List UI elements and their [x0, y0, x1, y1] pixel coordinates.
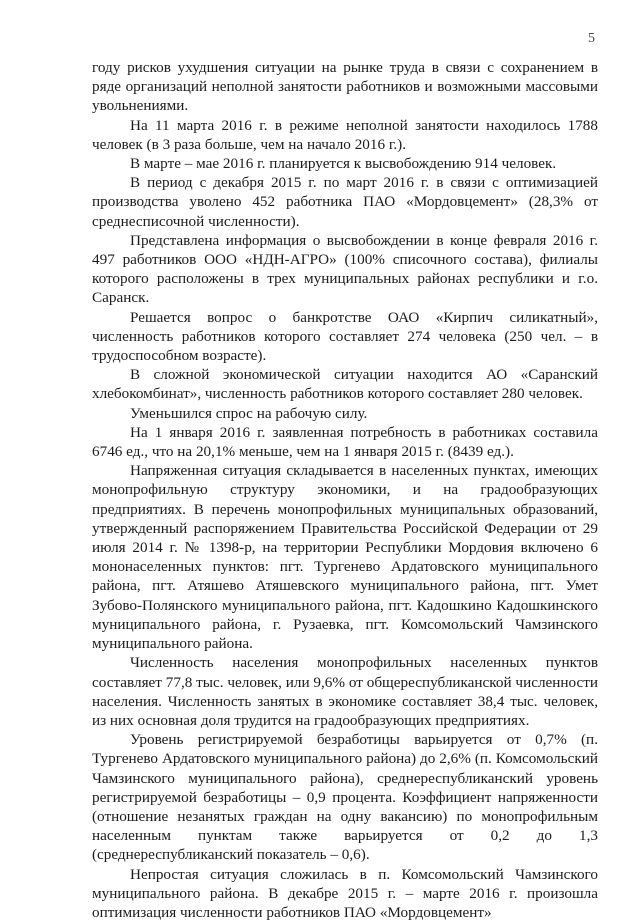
paragraph: Уровень регистрируемой безработицы варьируется от 0,7% (п. Тургенево Ардатовского муниципального района) до 2,6% (п. Комсомольский Чамзинского муниципального района), среднереспубликанский уровень регистрируемой безработицы – 0,9 процента. Коэффициент напряженности (отношение незанятых граждан на одну вакансию) по монопрофильным населенным пунктам также варьируется от 0,2 до 1,3 (среднереспубликанский показатель – 0,6).	[92, 731, 598, 864]
paragraph: На 11 марта 2016 г. в режиме неполной занятости находилось 1788 человек (в 3 раза больше, чем на начало 2016 г.).	[92, 116, 598, 153]
paragraph: Напряженная ситуация складывается в населенных пунктах, имеющих монопрофильную структуру экономики, и на градообразующих предприятиях. В перечень монопрофильных муниципальных образований, утвержденный распоряжением Правительства Российской Федерации от 29 июля 2014 г. № 1398-р, на территории Республики Мордовия включено 6 мононаселенных пунктов: пгт. Тургенево Ардатовского муниципального района, пгт. Атяшево Атяшевского муниципального района, пгт. Умет Зубово-Полянского муниципального района, пгт. Кадошкино Кадошкинского муниципального района, г. Рузаевка, пгт. Комсомольский Чамзинского муниципального района.	[92, 462, 598, 653]
paragraph: В период с декабря 2015 г. по март 2016 г. в связи с оптимизацией производства уволено 452 работника ПАО «Мордовцемент» (28,3% от среднесписочной численности).	[92, 174, 598, 230]
paragraph: Непростая ситуация сложилась в п. Комсомольский Чамзинского муниципального района. В декабре 2015 г. – марте 2016 г. произошла оптимизация численности работников ПАО «Мордовцемент»	[92, 865, 598, 921]
paragraph: Уменьшился спрос на рабочую силу.	[130, 404, 368, 422]
paragraph: Решается вопрос о банкротстве ОАО «Кирпич силикатный», численность работников которого составляет 274 человека (250 чел. – в трудоспособном возрасте).	[92, 308, 598, 365]
paragraph: В сложной экономической ситуации находится АО «Саранский хлебокомбинат», численность работников которого составляет 280 человек.	[92, 366, 598, 403]
page-number: 5	[588, 31, 595, 46]
paragraph: Представлена информация о высвобождении в конце февраля 2016 г. 497 работников ООО «НДН-АГРО» (100% списочного состава), филиалы которого расположены в трех муниципальных районах республики и г.о. Саранск.	[92, 231, 598, 307]
paragraph: Численность населения монопрофильных населенных пунктов составляет 77,8 тыс. человек, или 9,6% от общереспубликанской численности населения. Численность занятых в экономике составляет 38,4 тыс. человек, из них основная доля трудится на градообразующих предприятиях.	[92, 654, 598, 729]
paragraph: году рисков ухудшения ситуации на рынке труда в связи с сохранением в ряде организаций неполной занятости работников и возможными массовыми увольнениями.	[92, 59, 598, 115]
paragraph: На 1 января 2016 г. заявленная потребность в работниках составила 6746 ед., что на 20,1% меньше, чем на 1 января 2015 г. (8439 ед.).	[92, 423, 598, 461]
body-text	[92, 58, 598, 922]
paragraph: В марте – мае 2016 г. планируется к высвобождению 914 человек.	[130, 155, 557, 173]
